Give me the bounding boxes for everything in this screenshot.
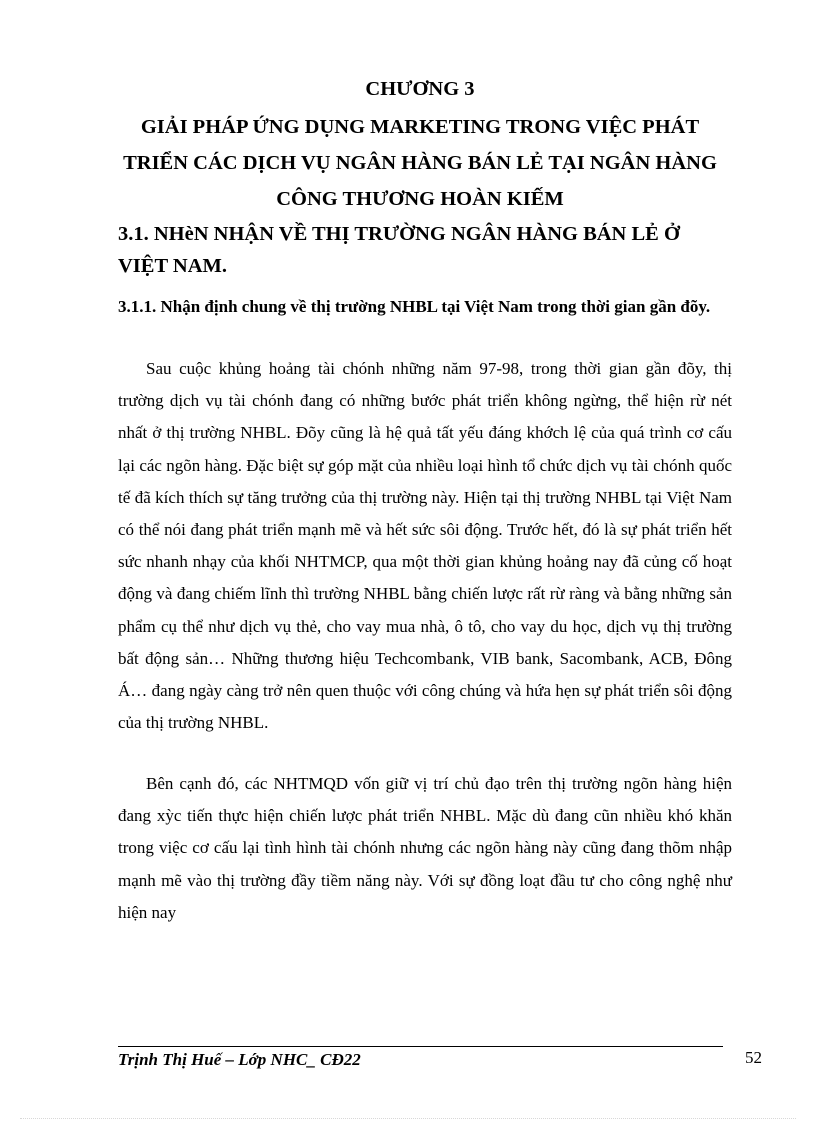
- body-paragraph-1: Sau cuộc khủng hoảng tài chónh những năm 97-98, trong thời gian gần đõy, thị trường dịch vụ tài chónh đang có những bước phát triển không ngừng, thể hiện rừ nét nhất ở thị trường NHBL. Đõy cũng là hệ quả tất yếu đáng khớch lệ của quá trình cơ cấu lại các ngõn hàng. Đặc biệt sự góp mặt của nhiều loại hình tổ chức dịch vụ tài chónh quốc tế đã kích thích sự tăng trưởng của thị trường này. Hiện tại thị trường NHBL tại Việt Nam có thể nói đang phát triển mạnh mẽ và hết sức sôi động. Trước hết, đó là sự phát triển hết sức nhanh nhạy của khối NHTMCP, qua một thời gian khủng hoảng nay đã củng cố hoạt động và đang chiếm lĩnh thì trường NHBL bằng chiến lược rất rừ ràng và bằng những sản phẩm cụ thể như dịch vụ thẻ, cho vay mua nhà, ô tô, cho vay du học, dịch vụ thị trường bất động sản… Những thương hiệu Techcombank, VIB bank, Sacombank, ACB, Đông Á… đang ngày càng trở nên quen thuộc với công chúng và hứa hẹn sự phát triển sôi động của thị trường NHBL.: [118, 359, 732, 733]
- chapter-title-line-2: TRIỂN CÁC DỊCH VỤ NGÂN HÀNG BÁN LẺ TẠI NGÂN HÀNG: [123, 152, 717, 174]
- page-number: 52: [745, 1048, 762, 1067]
- chapter-number: CHƯƠNG 3: [365, 78, 475, 100]
- chapter-title-line-3: CÔNG THƯƠNG HOÀN KIẾM: [276, 188, 564, 210]
- subsection-heading: 3.1.1. Nhận định chung về thị trường NHBL tại Việt Nam trong thời gian gần đõy.: [118, 297, 711, 316]
- body-paragraph-2: Bên cạnh đó, các NHTMQD vốn giữ vị trí chủ đạo trên thị trường ngõn hàng hiện đang xỳc tiến thực hiện chiến lược phát triển NHBL. Mặc dù đang cũn nhiều khó khăn trong việc cơ cấu lại tình hình tài chónh nhưng các ngõn hàng này cũng đang thõm nhập mạnh mẽ vào thị trường đầy tiềm năng này. Với sự đồng loạt đầu tư cho công nghệ như hiện nay: [118, 774, 732, 922]
- footer-divider: [118, 1046, 723, 1047]
- page-bottom-border: [20, 1118, 796, 1119]
- chapter-title-line-1: GIẢI PHÁP ỨNG DỤNG MARKETING TRONG VIỆC PHÁT: [140, 116, 700, 138]
- footer-author: Trịnh Thị Huế – Lớp NHC_ CĐ22: [118, 1050, 361, 1069]
- section-heading: 3.1. NHèN NHẬN VỀ THỊ TRƯỜNG NGÂN HÀNG BÁN LẺ Ở VIỆT NAM.: [118, 223, 680, 277]
